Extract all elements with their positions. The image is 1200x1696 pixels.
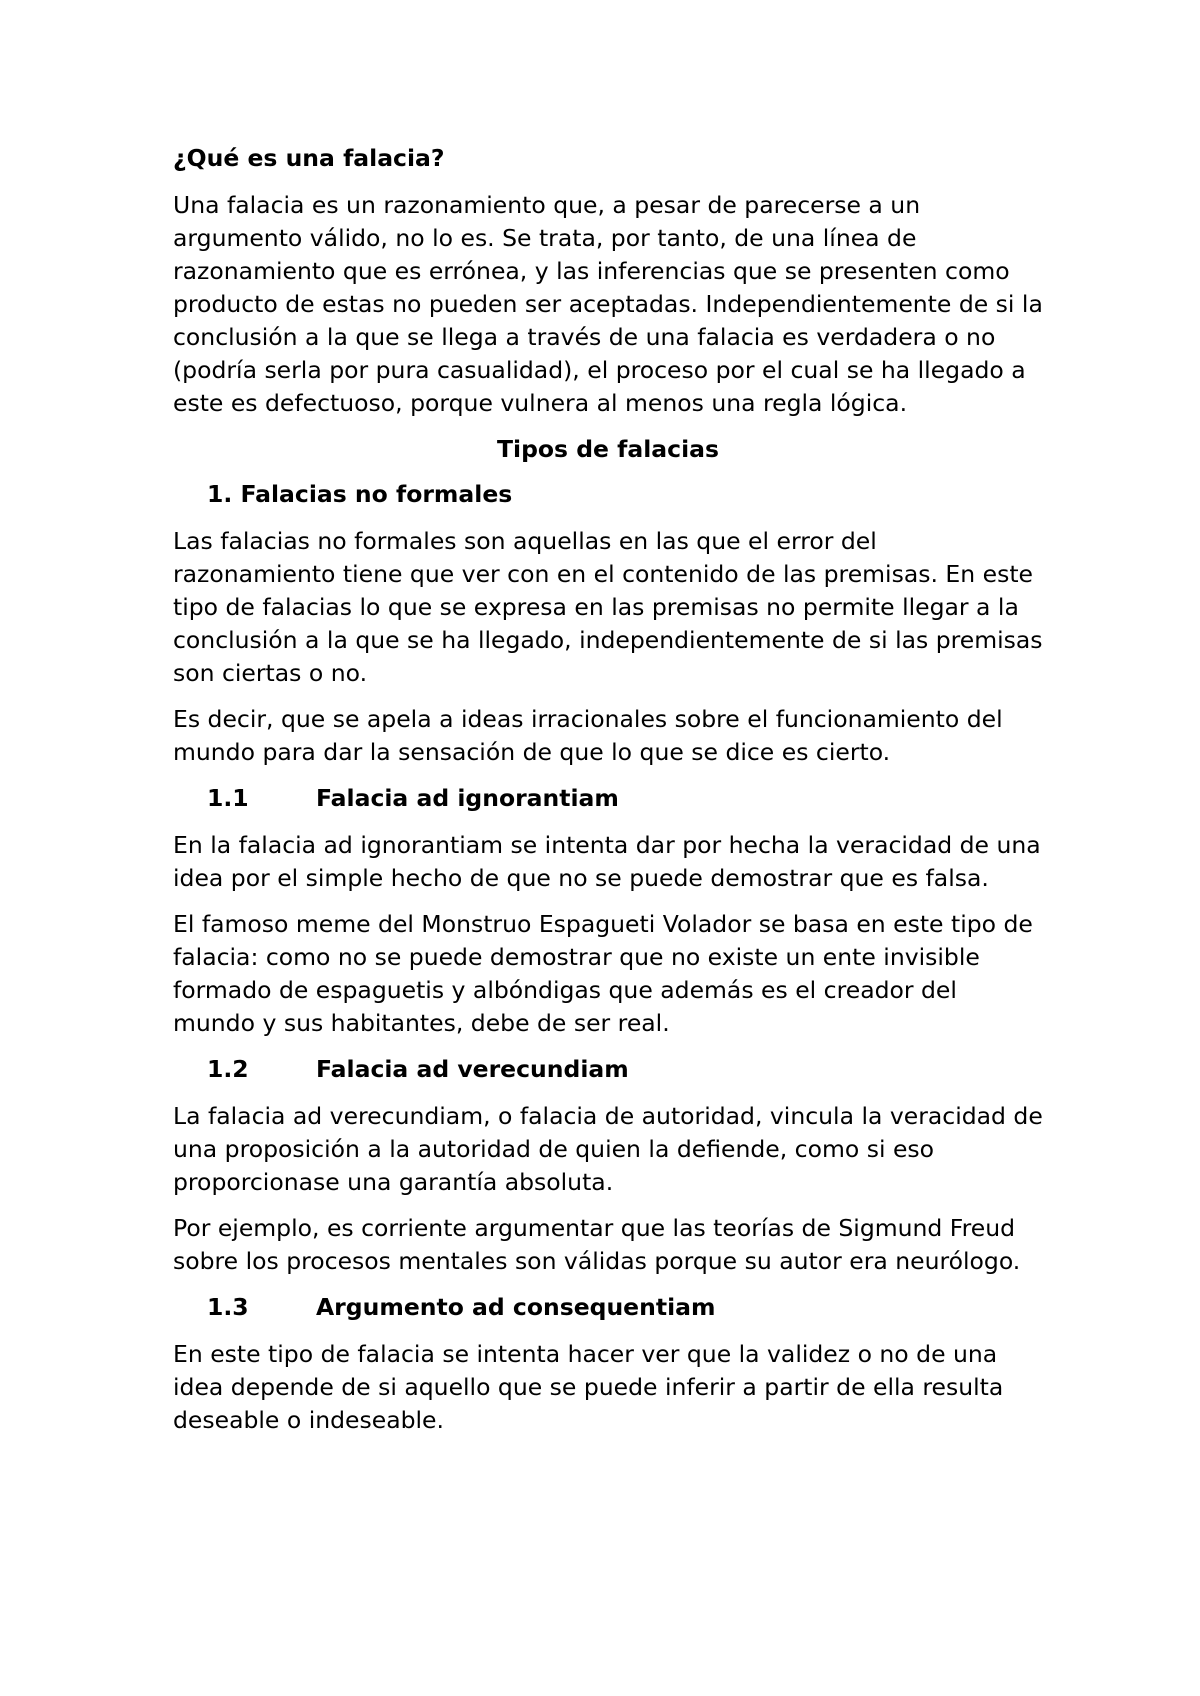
subsection-heading-ad-consequentiam [207,1291,1043,1324]
subsection-title: Falacia ad verecundiam [316,1055,629,1083]
subsection-number: 1.3 [207,1293,249,1321]
subsection-number: 1.1 [207,784,249,812]
document-title: ¿Qué es una falacia? [173,144,445,172]
subsection-paragraph: La falacia ad verecundiam, o falacia de autoridad, vincula la veracidad de una proposición a la autoridad de quien la defiende, como si eso proporcionase una garantía absoluta. [173,1102,1043,1196]
section-heading-falacias-no-formales: 1. Falacias no formales [207,480,513,508]
subsection-number: 1.2 [207,1055,249,1083]
subsection-paragraph: Por ejemplo, es corriente argumentar que las teorías de Sigmund Freud sobre los procesos mentales son válidas porque su autor era neurólogo. [173,1214,1021,1275]
subsection-heading-ad-ignorantiam [207,782,1043,815]
intro-paragraph: Una falacia es un razonamiento que, a pesar de parecerse a un argumento válido, no lo es. Se trata, por tanto, de una línea de razonamiento que es errónea, y las inferencias que se presenten como producto de estas no pueden ser aceptadas. Independientemente de si la conclusión a la que se llega a través de una falacia es verdadera o no (podría serla por pura casualidad), el proceso por el cual se ha llegado a este es defectuoso, porque vulnera al menos una regla lógica. [173,191,1043,417]
subsection-title: Argumento ad consequentiam [316,1293,716,1321]
document-page [173,142,1043,1450]
subsection-paragraph: El famoso meme del Monstruo Espagueti Volador se basa en este tipo de falacia: como no se puede demostrar que no existe un ente invisible formado de espaguetis y albóndigas que además es el creador del mundo y sus habitantes, debe de ser real. [173,910,1033,1037]
subsection-heading-ad-verecundiam [207,1053,1043,1086]
section-paragraph: Las falacias no formales son aquellas en las que el error del razonamiento tiene que ver con en el contenido de las premisas. En este tipo de falacias lo que se expresa en las premisas no permite llegar a la conclusión a la que se ha llegado, independientemente de si las premisas son ciertas o no. [173,527,1043,687]
types-heading: Tipos de falacias [497,435,719,463]
section-paragraph: Es decir, que se apela a ideas irracionales sobre el funcionamiento del mundo para dar la sensación de que lo que se dice es cierto. [173,705,1003,766]
subsection-paragraph: En este tipo de falacia se intenta hacer ver que la validez o no de una idea depende de si aquello que se puede inferir a partir de ella resulta deseable o indeseable. [173,1340,1004,1434]
subsection-title: Falacia ad ignorantiam [316,784,619,812]
subsection-paragraph: En la falacia ad ignorantiam se intenta dar por hecha la veracidad de una idea por el simple hecho de que no se puede demostrar que es falsa. [173,831,1041,892]
